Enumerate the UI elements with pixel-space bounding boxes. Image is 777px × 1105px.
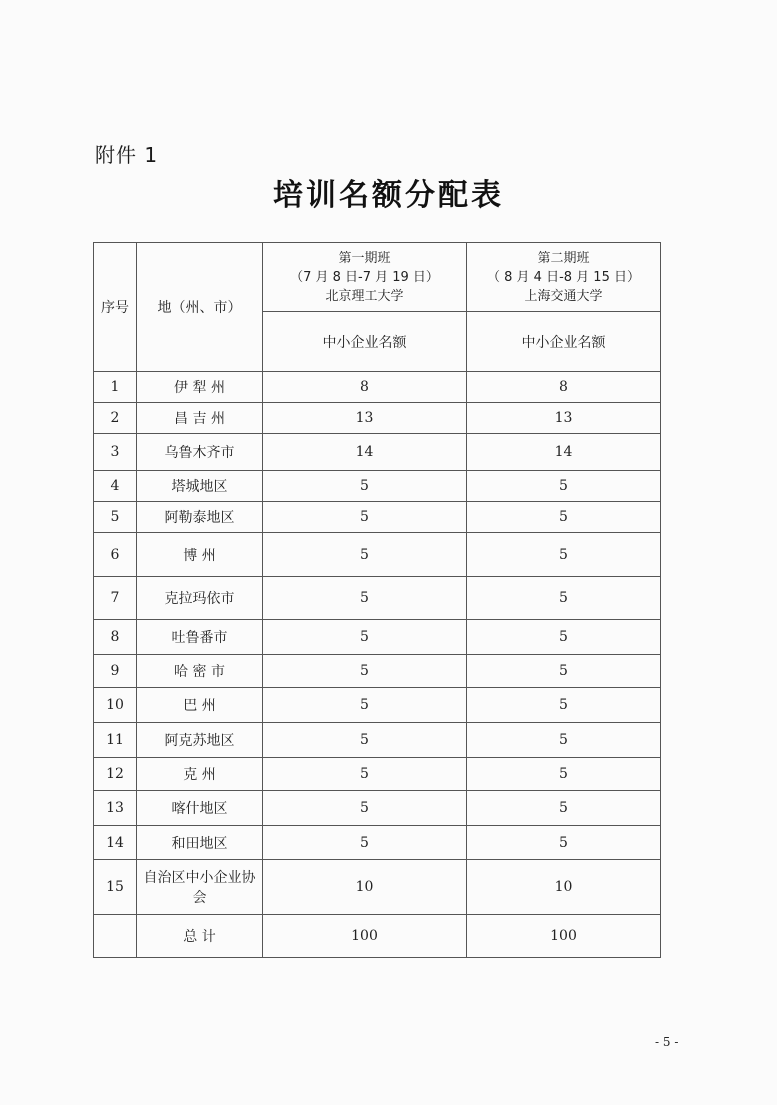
region-cell: 乌鲁木齐市: [137, 434, 263, 471]
seq-cell: 7: [94, 577, 137, 620]
seq-cell: 13: [94, 791, 137, 826]
header-class1: [263, 243, 467, 312]
class1-quota-cell: 5: [263, 826, 467, 860]
region-cell: 自治区中小企业协会: [137, 860, 263, 915]
seq-cell: 5: [94, 502, 137, 533]
table-row: [94, 758, 661, 791]
class2-quota-cell: 5: [467, 577, 661, 620]
header-row: [94, 243, 661, 312]
seq-cell: 9: [94, 655, 137, 688]
region-cell: 塔城地区: [137, 471, 263, 502]
region-cell: 博 州: [137, 533, 263, 577]
page-number: - 5 -: [655, 1035, 679, 1049]
class2-quota-cell: 5: [467, 620, 661, 655]
allocation-table: [93, 242, 661, 958]
total-row: [94, 915, 661, 958]
class2-quota-cell: 5: [467, 533, 661, 577]
class2-subheader: 中小企业名额: [467, 312, 661, 372]
class1-quota-cell: 5: [263, 577, 467, 620]
class2-quota-cell: 5: [467, 826, 661, 860]
table-row: [94, 372, 661, 403]
seq-cell: 14: [94, 826, 137, 860]
header-class2: [467, 243, 661, 312]
region-cell: 吐鲁番市: [137, 620, 263, 655]
class2-quota-cell: 5: [467, 502, 661, 533]
class2-quota-cell: 5: [467, 471, 661, 502]
total-seq-cell: [94, 915, 137, 958]
class2-dates: （ 8 月 4 日-8 月 15 日）: [487, 269, 640, 285]
seq-cell: 12: [94, 758, 137, 791]
total-class1-cell: 100: [263, 915, 467, 958]
table-row: [94, 791, 661, 826]
seq-cell: 1: [94, 372, 137, 403]
header-region: 地（州、市）: [137, 243, 263, 372]
table-row: [94, 502, 661, 533]
region-cell: 哈 密 市: [137, 655, 263, 688]
region-cell: 克 州: [137, 758, 263, 791]
class1-quota-cell: 5: [263, 533, 467, 577]
class1-quota-cell: 5: [263, 758, 467, 791]
class1-quota-cell: 5: [263, 655, 467, 688]
region-cell: 昌 吉 州: [137, 403, 263, 434]
region-cell: 巴 州: [137, 688, 263, 723]
table-row: [94, 403, 661, 434]
table-row: [94, 620, 661, 655]
class2-quota-cell: 5: [467, 655, 661, 688]
table-row: [94, 688, 661, 723]
class2-quota-cell: 5: [467, 688, 661, 723]
class1-name: 第一期班: [338, 250, 391, 266]
table-row: [94, 471, 661, 502]
seq-cell: 4: [94, 471, 137, 502]
table-row: [94, 655, 661, 688]
region-cell: 喀什地区: [137, 791, 263, 826]
class2-quota-cell: 13: [467, 403, 661, 434]
class2-quota-cell: 14: [467, 434, 661, 471]
class2-quota-cell: 8: [467, 372, 661, 403]
seq-cell: 11: [94, 723, 137, 758]
class1-quota-cell: 5: [263, 688, 467, 723]
class1-quota-cell: 5: [263, 791, 467, 826]
total-label-cell: 总 计: [137, 915, 263, 958]
region-cell: 阿勒泰地区: [137, 502, 263, 533]
total-class2-cell: 100: [467, 915, 661, 958]
table-row: [94, 577, 661, 620]
table-body: [94, 243, 661, 958]
class1-quota-cell: 8: [263, 372, 467, 403]
class1-dates: （7 月 8 日-7 月 19 日）: [290, 269, 439, 285]
table-row: [94, 434, 661, 471]
class1-quota-cell: 14: [263, 434, 467, 471]
seq-cell: 8: [94, 620, 137, 655]
region-cell: 伊 犁 州: [137, 372, 263, 403]
table-row: [94, 860, 661, 915]
class2-quota-cell: 10: [467, 860, 661, 915]
region-cell: 阿克苏地区: [137, 723, 263, 758]
class2-quota-cell: 5: [467, 723, 661, 758]
class2-venue: 上海交通大学: [524, 288, 603, 304]
page-title: 培训名额分配表: [273, 178, 504, 213]
region-cell: 和田地区: [137, 826, 263, 860]
class1-quota-cell: 10: [263, 860, 467, 915]
seq-cell: 10: [94, 688, 137, 723]
class2-quota-cell: 5: [467, 791, 661, 826]
class1-quota-cell: 5: [263, 620, 467, 655]
table-row: [94, 723, 661, 758]
class1-subheader: 中小企业名额: [263, 312, 467, 372]
seq-cell: 6: [94, 533, 137, 577]
seq-cell: 15: [94, 860, 137, 915]
table-row: [94, 533, 661, 577]
class2-quota-cell: 5: [467, 758, 661, 791]
table-row: [94, 826, 661, 860]
region-cell: 克拉玛依市: [137, 577, 263, 620]
class2-name: 第二期班: [537, 250, 590, 266]
seq-cell: 2: [94, 403, 137, 434]
class1-quota-cell: 5: [263, 723, 467, 758]
seq-cell: 3: [94, 434, 137, 471]
class1-quota-cell: 13: [263, 403, 467, 434]
attachment-label: 附件 1: [95, 143, 159, 167]
class1-venue: 北京理工大学: [325, 288, 404, 304]
class1-quota-cell: 5: [263, 502, 467, 533]
header-seq: 序号: [94, 243, 137, 372]
class1-quota-cell: 5: [263, 471, 467, 502]
